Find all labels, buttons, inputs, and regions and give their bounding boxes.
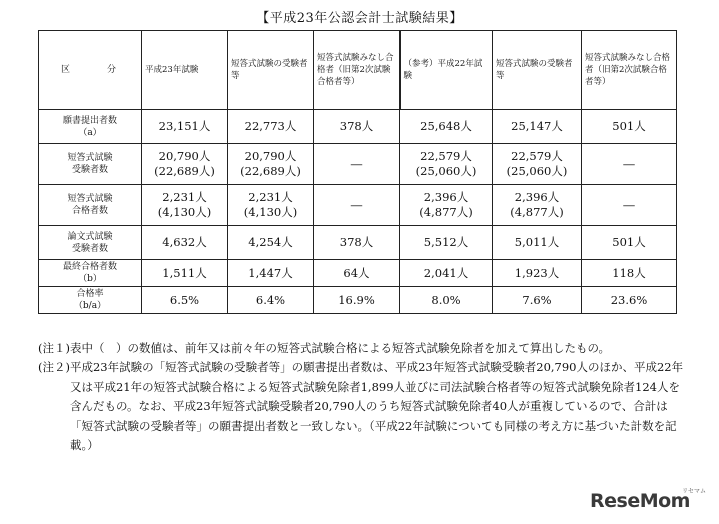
cell-value: 1,447人: [228, 260, 314, 287]
cell-value: ―: [582, 144, 677, 185]
cell-value: 2,396人 (4,877人): [493, 185, 582, 226]
cell-value: 22,579人 (25,060人): [400, 144, 493, 185]
row-label: 最終合格者数 （b）: [39, 260, 142, 287]
page-title: 【平成23年公認会計士試験結果】: [256, 11, 463, 26]
notes-section: [38, 339, 688, 455]
cell-value: 378人: [314, 110, 400, 144]
cell-value: 25,648人: [400, 110, 493, 144]
header-h23-exempt: 短答式試験みなし合格者（旧第2次試験合格者等）: [314, 31, 400, 110]
note-1: [38, 339, 688, 358]
table-header-row: [39, 31, 677, 110]
cell-value: 23.6%: [582, 287, 677, 314]
cell-value: 22,773人: [228, 110, 314, 144]
header-kubun: 区 分: [39, 31, 142, 110]
header-h22: （参考）平成22年試験: [400, 31, 493, 110]
header-h23: 平成23年試験: [142, 31, 228, 110]
cell-value: 22,579人 (25,060人): [493, 144, 582, 185]
cell-value: 23,151人: [142, 110, 228, 144]
note-tag: (注１): [38, 341, 70, 355]
row-label: 合格率 （b/a）: [39, 287, 142, 314]
table-row: [39, 110, 677, 144]
table-row: [39, 226, 677, 260]
note-2: [38, 358, 688, 455]
note-text: 平成23年試験の「短答式試験の受験者等」の願書提出者数は、平成23年短答式試験受験者20,790人のほか、平成22年又は平成21年の短答式試験合格による短答式試験免除者1,899人並びに司法試験合格者等の短答式試験免除者124人を含んだもの。なお、平成23年短答式試験受験者20,790人のうち短答式試験免除者40人が重複しているので、合計は「短答式試験の受験者等」の願書提出者数と一致しない。（平成22年試験についても同様の考え方に基づいた計数を記載。）: [69, 360, 684, 453]
cell-value: 4,254人: [228, 226, 314, 260]
cell-value: 2,041人: [400, 260, 493, 287]
results-table: [38, 30, 677, 314]
cell-value: 5,512人: [400, 226, 493, 260]
cell-value: 5,011人: [493, 226, 582, 260]
table-row: [39, 287, 677, 314]
table-row: [39, 185, 677, 226]
cell-value: 1,923人: [493, 260, 582, 287]
cell-value: 501人: [582, 110, 677, 144]
cell-value: 6.5%: [142, 287, 228, 314]
cell-value: 501人: [582, 226, 677, 260]
cell-value: 20,790人 (22,689人): [228, 144, 314, 185]
note-tag: (注２): [38, 360, 70, 375]
cell-value: 64人: [314, 260, 400, 287]
note-text: 表中（ ）の数値は、前年又は前々年の短答式試験合格による短答式試験免除者を加えて算出したもの。: [69, 341, 611, 355]
cell-value: 2,231人 (4,130人): [228, 185, 314, 226]
cell-value: 25,147人: [493, 110, 582, 144]
cell-value: 20,790人 (22,689人): [142, 144, 228, 185]
row-label: 論文式試験 受験者数: [39, 226, 142, 260]
cell-value: ―: [582, 185, 677, 226]
table-row: [39, 260, 677, 287]
row-label: 短答式試験 合格者数: [39, 185, 142, 226]
cell-value: 16.9%: [314, 287, 400, 314]
cell-value: 7.6%: [493, 287, 582, 314]
resemom-logo: ReseMom リセマム: [590, 488, 706, 512]
cell-value: 378人: [314, 226, 400, 260]
cell-value: 4,632人: [142, 226, 228, 260]
cell-value: 1,511人: [142, 260, 228, 287]
cell-value: 118人: [582, 260, 677, 287]
cell-value: ―: [314, 144, 400, 185]
row-label: 短答式試験 受験者数: [39, 144, 142, 185]
header-h22-exempt: 短答式試験みなし合格者（旧第2次試験合格者等）: [582, 31, 677, 110]
row-label: 願書提出者数 （a）: [39, 110, 142, 144]
cell-value: 8.0%: [400, 287, 493, 314]
table-row: [39, 144, 677, 185]
cell-value: 6.4%: [228, 287, 314, 314]
cell-value: 2,231人 (4,130人): [142, 185, 228, 226]
cell-value: ―: [314, 185, 400, 226]
header-h22-short: 短答式試験の受験者等: [493, 31, 582, 110]
cell-value: 2,396人 (4,877人): [400, 185, 493, 226]
header-h23-short: 短答式試験の受験者等: [228, 31, 314, 110]
